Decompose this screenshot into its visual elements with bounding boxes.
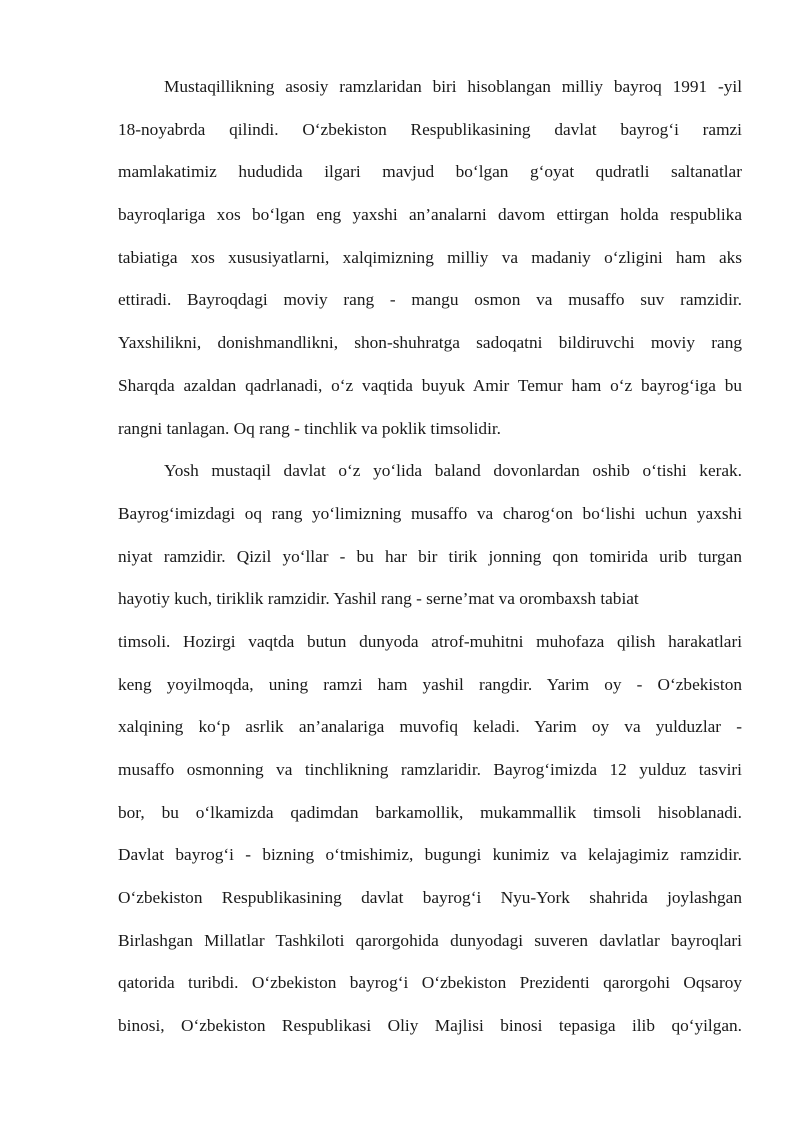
text-line: mamlakatimiz hududida ilgari mavjud bo‘lgan g‘oyat qudratli saltanatlar: [118, 162, 742, 182]
text-line: 18-noyabrda qilindi. O‘zbekiston Respublikasining davlat bayrog‘i ramzi: [118, 119, 742, 139]
text-line: niyat ramzidir. Qizil yo‘llar - bu har bir tirik jonning qon tomirida urib turgan: [118, 546, 742, 566]
text-line: Yosh mustaqil davlat o‘z yo‘lida baland dovonlardan oshib o‘tishi kerak.: [164, 461, 742, 481]
text-line: hayotiy kuch, tiriklik ramzidir. Yashil rang - serne’mat va orombaxsh tabiat: [118, 589, 639, 609]
text-line: xalqining ko‘p asrlik an’analariga muvofiq keladi. Yarim oy va yulduzlar -: [118, 717, 742, 737]
text-line: rangni tanlagan. Oq rang - tinchlik va poklik timsolidir.: [118, 418, 501, 438]
text-line: musaffo osmonning va tinchlikning ramzlaridir. Bayrog‘imizda 12 yulduz tasviri: [118, 760, 742, 779]
text-line: tabiatiga xos xususiyatlarni, xalqimizning milliy va madaniy o‘zligini ham aks: [118, 247, 742, 267]
text-line: keng yoyilmoqda, uning ramzi ham yashil rangdir. Yarim oy - O‘zbekiston: [118, 674, 742, 694]
text-line: bor, bu o‘lkamizda qadimdan barkamollik, mukammallik timsoli hisoblanadi.: [118, 802, 742, 822]
text-line: Davlat bayrog‘i - bizning o‘tmishimiz, bugungi kunimiz va kelajagimiz ramzidir.: [118, 845, 742, 865]
text-line: qatorida turibdi. O‘zbekiston bayrog‘i O‘zbekiston Prezidenti qarorgohi Oqsaroy: [118, 973, 742, 993]
text-line: Bayrog‘imizdagi oq rang yo‘limizning musaffo va charog‘on bo‘lishi uchun yaxshi: [118, 503, 742, 523]
text-line: Birlashgan Millatlar Tashkiloti qarorgohida dunyodagi suveren davlatlar bayroqlari: [118, 930, 742, 950]
text-line: ettiradi. Bayroqdagi moviy rang - mangu osmon va musaffo suv ramzidir.: [118, 290, 742, 310]
text-line: Yaxshilikni, donishmandlikni, shon-shuhratga sadoqatni bildiruvchi moviy rang: [118, 333, 742, 353]
text-line: binosi, O‘zbekiston Respublikasi Oliy Majlisi binosi tepasiga ilib qo‘yilgan.: [118, 1016, 742, 1036]
text-line: timsoli. Hozirgi vaqtda butun dunyoda atrof-muhitni muhofaza qilish harakatlari: [118, 631, 742, 651]
text-line: Mustaqillikning asosiy ramzlaridan biri hisoblangan milliy bayroq 1991 -yil: [164, 77, 742, 96]
document-body: [118, 70, 742, 1052]
text-line: O‘zbekiston Respublikasining davlat bayrog‘i Nyu-York shahrida joylashgan: [118, 888, 742, 908]
text-line: Sharqda azaldan qadrlanadi, o‘z vaqtida buyuk Amir Temur ham o‘z bayrog‘iga bu: [118, 375, 742, 395]
text-line: bayroqlariga xos bo‘lgan eng yaxshi an’analarni davom ettirgan holda respublika: [118, 205, 742, 225]
